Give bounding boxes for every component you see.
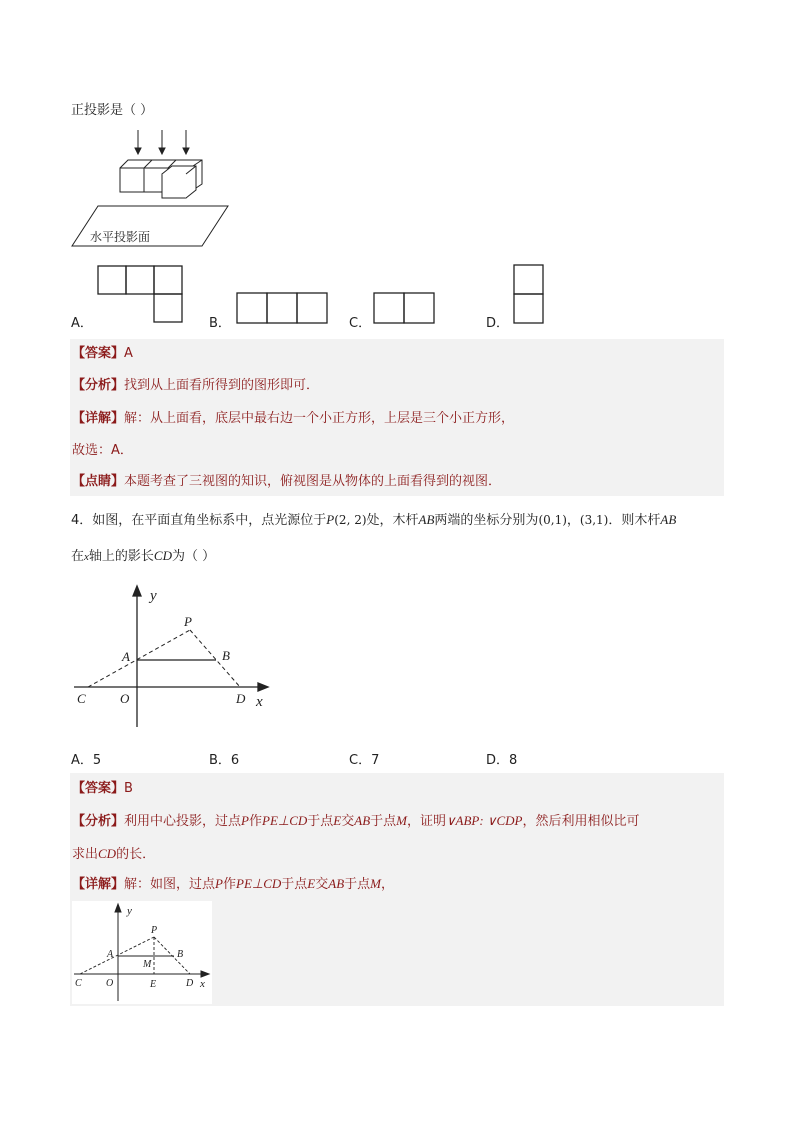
- segment-cd: CD: [98, 846, 117, 861]
- q4-coordinate-figure: [70, 582, 280, 732]
- q4-stem-line-2: [71, 547, 215, 566]
- analysis-text: 于点: [370, 814, 397, 829]
- analysis-text: 于点: [307, 814, 334, 829]
- label-e: E: [150, 979, 157, 990]
- q4-analysis-line-1: [72, 812, 639, 831]
- q4-solution-figure: [72, 901, 212, 1004]
- point-e: E: [333, 813, 342, 828]
- detail-text: 解：如图，过点: [124, 877, 216, 892]
- q3-option-b-label: B．: [209, 316, 231, 331]
- q3-figure: [70, 126, 240, 250]
- answer-tag: 【答案】: [72, 346, 125, 361]
- label-m: M: [143, 959, 152, 970]
- pe-perp-cd: PE⊥CD: [236, 876, 282, 891]
- label-p: P: [151, 925, 158, 936]
- plane-label: 水平投影面: [90, 230, 151, 244]
- detail-text: 于点: [281, 877, 308, 892]
- similar-triangles: ∨ABP: ∨CDP: [446, 813, 523, 828]
- label-y: y: [150, 588, 157, 604]
- analysis-text: 作: [248, 814, 262, 829]
- point-e: E: [307, 876, 316, 891]
- detail-tag: 【详解】: [72, 877, 125, 892]
- analysis-text: 找到从上面看所得到的图形即可．: [124, 378, 320, 393]
- pe-perp-cd: PE⊥CD: [262, 813, 308, 828]
- label-b: B: [222, 648, 230, 663]
- analysis-text: 利用中心投影，过点: [124, 814, 242, 829]
- p-coord: (2, 2): [334, 513, 367, 527]
- a-coord: (0,1): [538, 513, 567, 527]
- q3-option-b-figure: [235, 291, 329, 325]
- label-c: C: [75, 978, 82, 989]
- stem-text: 两端的坐标分别为: [434, 513, 539, 528]
- analysis-tag: 【分析】: [72, 378, 125, 393]
- point-p: P: [326, 512, 335, 527]
- stem-text: 为（ ）: [171, 549, 216, 564]
- b-coord: (3,1): [579, 513, 609, 527]
- stem-text: 如图，在平面直角坐标系中，点光源位于: [92, 513, 327, 528]
- q4-detail-line: [72, 875, 394, 894]
- point-m: M: [370, 876, 381, 891]
- label-y: y: [127, 905, 132, 917]
- detail-text: 作: [222, 877, 236, 892]
- label-x: x: [256, 694, 263, 710]
- detail-text: 于点: [344, 877, 371, 892]
- segment-ab: AB: [660, 512, 677, 527]
- q4-option-c: C．7: [349, 753, 380, 768]
- q4-option-a: A．5: [71, 753, 102, 768]
- q3-option-d-label: D．: [486, 316, 510, 331]
- point-m: M: [396, 813, 407, 828]
- q3-option-c-figure: [372, 291, 436, 325]
- point-p: P: [241, 813, 249, 828]
- q3-analysis-line: [72, 377, 319, 395]
- label-d: D: [236, 691, 246, 706]
- q3-comment-line: [72, 473, 501, 491]
- q3-answer-line: [72, 345, 133, 363]
- answer-tag: 【答案】: [72, 781, 125, 796]
- analysis-text: 交: [341, 814, 355, 829]
- segment-ab: AB: [418, 512, 435, 527]
- analysis-text: 求出: [72, 847, 99, 862]
- q3-option-c-label: C．: [349, 316, 372, 331]
- q3-option-a-figure: [96, 264, 186, 324]
- segment-ab: AB: [328, 876, 345, 891]
- q3-detail-line: [72, 410, 514, 428]
- label-c: C: [77, 691, 86, 706]
- label-p: P: [184, 614, 192, 629]
- segment-ab: AB: [354, 813, 371, 828]
- analysis-text: 的长．: [116, 847, 156, 862]
- point-p: P: [215, 876, 223, 891]
- q4-answer-line: [72, 780, 133, 798]
- stem-text: ，: [566, 513, 580, 528]
- label-o: O: [120, 691, 130, 706]
- detail-text: 解：从上面看，底层中最右边一个小正方形，上层是三个小正方形，: [124, 411, 515, 426]
- analysis-tag: 【分析】: [72, 814, 125, 829]
- answer-value: B: [124, 781, 133, 796]
- q3-choice-line: 故选：A．: [72, 443, 133, 458]
- label-d: D: [186, 978, 194, 989]
- stem-text: 轴上的影长: [88, 549, 154, 564]
- analysis-text: ，然后利用相似比可: [522, 814, 640, 829]
- detail-tag: 【详解】: [72, 411, 125, 426]
- label-a: A: [122, 649, 130, 664]
- q4-option-b: B．6: [209, 753, 240, 768]
- question-number: 4．: [71, 513, 93, 528]
- detail-text: 交: [315, 877, 329, 892]
- stem-text: 处，木杆: [366, 513, 419, 528]
- detail-text: ，: [381, 877, 395, 892]
- q4-option-d: D．8: [486, 753, 518, 768]
- q3-stem: 正投影是（ ）: [71, 103, 154, 118]
- comment-tag: 【点睛】: [72, 474, 125, 489]
- q4-analysis-line-2: [72, 845, 155, 864]
- stem-text: ．则木杆: [608, 513, 661, 528]
- label-b: B: [177, 949, 184, 960]
- label-a: A: [107, 949, 114, 960]
- comment-text: 本题考查了三视图的知识，俯视图是从物体的上面看得到的视图．: [124, 474, 502, 489]
- q3-option-d-figure: [512, 263, 546, 325]
- answer-value: A: [124, 346, 133, 361]
- analysis-text: ，证明: [407, 814, 447, 829]
- axis-x: x: [84, 551, 89, 563]
- label-o: O: [106, 978, 114, 989]
- q3-option-a-label: A．: [71, 316, 93, 331]
- stem-text: 在: [71, 549, 85, 564]
- label-x: x: [200, 978, 205, 990]
- segment-cd: CD: [153, 548, 172, 563]
- q4-stem-line-1: [71, 511, 676, 530]
